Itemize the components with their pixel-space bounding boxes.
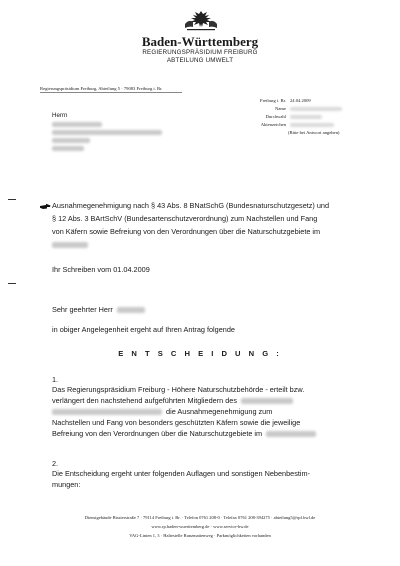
footer-line-1: Dienstgebäude Bissierstraße 7 · 79114 Freiburg i. Br. · Telefon 0761 208-0 · Telefax 0761 208-394275 · abteilung5@rpf.bwl.de bbox=[84, 515, 316, 520]
organization-header bbox=[0, 35, 400, 64]
meta-name-row bbox=[240, 106, 286, 113]
subject-line-2: § 12 Abs. 3 BArtSchV (Bundesartenschutzverordnung) zum Nachstellen und Fang bbox=[52, 214, 318, 223]
recipient-city-redacted bbox=[52, 145, 84, 153]
meta-ref-redacted bbox=[290, 122, 334, 127]
point-1-number: 1. bbox=[52, 375, 59, 384]
meta-phone-redacted bbox=[290, 114, 322, 119]
meta-ref-label: Aktenzeichen bbox=[260, 122, 286, 127]
sender-return-line: Regierungspräsidium Freiburg, Abteilung 5 · 79083 Freiburg i. Br. bbox=[40, 86, 163, 91]
org-subtitle-1: REGIERUNGSPRÄSIDIUM FREIBURG bbox=[142, 49, 258, 56]
fold-mark-1 bbox=[8, 199, 16, 200]
recipient-salutation: Herrn bbox=[52, 112, 68, 119]
meta-name-redacted bbox=[290, 106, 342, 111]
meta-date-label: Freiburg i. Br. bbox=[260, 98, 286, 103]
greeting bbox=[52, 305, 145, 316]
letter-reference: Ihr Schreiben vom 01.04.2009 bbox=[52, 265, 150, 274]
subject-line-1: Ausnahmegenehmigung nach § 43 Abs. 8 BNatSchG (Bundesnaturschutzgesetz) und bbox=[52, 201, 330, 210]
point-1-line-2-text: verlängert den nachstehend aufgeführten Mitgliedern des bbox=[52, 396, 237, 405]
recipient-street-redacted bbox=[52, 137, 90, 145]
subject-line-4-redacted bbox=[52, 240, 88, 251]
meta-ref-row bbox=[240, 122, 286, 129]
point-1-line-5 bbox=[52, 429, 316, 440]
org-subtitle-2: ABTEILUNG UMWELT bbox=[166, 56, 234, 64]
fold-mark-2 bbox=[8, 283, 16, 284]
meta-date-value: 24.04.2009 bbox=[290, 98, 311, 103]
point-2-line-2: mungen: bbox=[52, 480, 81, 489]
footer-line-2: www.rp.baden-wuerttemberg.de · www.service-bw.de bbox=[151, 524, 249, 529]
decision-title: E N T S C H E I D U N G : bbox=[118, 349, 282, 358]
point-1-line-1: Das Regierungspräsidium Freiburg - Höhere Naturschutzbehörde - erteilt bzw. bbox=[52, 385, 305, 394]
meta-phone-row bbox=[240, 114, 286, 121]
state-coat-of-arms-icon bbox=[181, 10, 221, 32]
meta-name-label: Name bbox=[275, 106, 286, 111]
intro-text: in obiger Angelegenheit ergeht auf Ihren Antrag folgende bbox=[52, 325, 235, 334]
point-2-line-1: Die Entscheidung ergeht unter folgenden Auflagen und sonstigen Nebenbestim- bbox=[52, 469, 311, 478]
point-1-line-3-text: die Ausnahmegenehmigung zum bbox=[166, 407, 273, 416]
point-1-line-5-text: Befreiung von den Verordnungen über die Naturschutzgebiete im bbox=[52, 429, 263, 438]
footer-line-3: VAG-Linien 1, 3 · Haltestelle Runzmattenweg · Parkmöglichkeiten vorhanden bbox=[129, 533, 271, 538]
footer bbox=[0, 513, 400, 540]
sender-underline bbox=[40, 92, 182, 93]
org-name: Baden-Württemberg bbox=[141, 34, 259, 49]
recipient-org-redacted bbox=[52, 129, 162, 137]
pointing-hand-icon bbox=[40, 203, 51, 210]
point-1-line-4: Nachstellen und Fang von besonders geschützten Käfern sowie die jeweilige bbox=[52, 418, 301, 427]
recipient-name-redacted bbox=[52, 121, 102, 129]
point-2-number: 2. bbox=[52, 459, 59, 468]
meta-phone-label: Durchwahl bbox=[265, 114, 286, 119]
point-1-line-2 bbox=[52, 396, 293, 407]
point-1-line-3 bbox=[52, 407, 272, 418]
subject-line-3: von Käfern sowie Befreiung von den Verordnungen über die Naturschutzgebiete im bbox=[52, 227, 321, 236]
greeting-text: Sehr geehrter Herr bbox=[52, 305, 113, 314]
meta-ref-note: (Bitte bei Antwort angeben) bbox=[288, 130, 340, 135]
